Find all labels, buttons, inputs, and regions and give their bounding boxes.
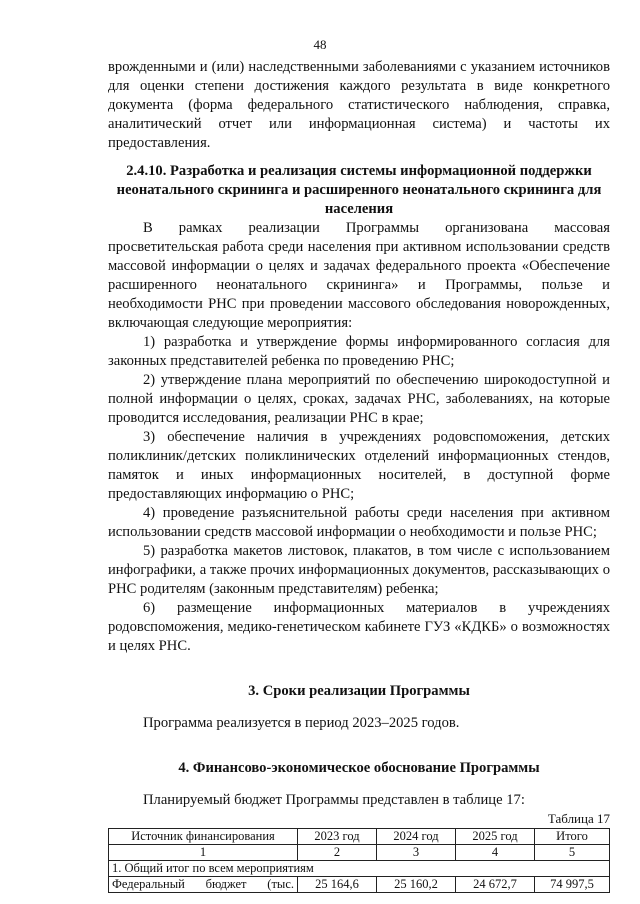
table-header-row (109, 829, 610, 845)
table-caption: Таблица 17 (547, 811, 610, 826)
table-cell: 25 160,2 (377, 877, 456, 893)
table-section-cell: 1. Общий итог по всем мероприятиям (109, 861, 610, 877)
page-content (108, 58, 610, 893)
section-heading-4: 4. Финансово-экономическое обоснование Программы (178, 760, 540, 776)
table-cell: 1 (109, 845, 298, 861)
list-item-6: 6) размещение информационных материалов в учреждениях родовспоможения, медико-генетическом кабинете ГУЗ «КДКБ» о возможностях и целях РНС. (108, 600, 610, 654)
table-header-cell: Итого (535, 829, 610, 845)
table-cell: 24 672,7 (456, 877, 535, 893)
table-number-row (109, 845, 610, 861)
list-item-1: 1) разработка и утверждение формы информированного согласия для законных представителей ребенка по проведению РНС; (108, 334, 610, 369)
list-item-5: 5) разработка макетов листовок, плакатов, в том числе с использованием инфографики, а также прочих информационных документов, рассказывающих о РНС родителям (законным представителям) ребенка; (108, 543, 610, 597)
list-item-3: 3) обеспечение наличия в учреждениях родовспоможения, детских поликлиник/детских поликлинических отделений информационных стендов, памяток и иных информационных носителей, в доступной форме предоставляющих информацию о РНС; (108, 429, 610, 502)
section-heading-3: 3. Сроки реализации Программы (248, 683, 470, 699)
budget-table (108, 828, 610, 893)
table-cell: Федеральный бюджет (тыс. (109, 877, 298, 893)
table-cell: 74 997,5 (535, 877, 610, 893)
page-number: 48 (313, 37, 327, 52)
table-cell: 4 (456, 845, 535, 861)
table-row (109, 877, 610, 893)
section-heading-2-4-10: 2.4.10. Разработка и реализация системы информационной поддержки неонатального скрининга и расширенного неонатального скрининга для населения (116, 163, 602, 217)
table-cell: 25 164,6 (298, 877, 377, 893)
table-cell: 3 (377, 845, 456, 861)
paragraph-budget: Планируемый бюджет Программы представлен в таблице 17: (143, 792, 525, 808)
table-header-cell: 2023 год (298, 829, 377, 845)
table-cell: 5 (535, 845, 610, 861)
list-item-2: 2) утверждение плана мероприятий по обеспечению широкодоступной и полной информации о целях, сроках, задачах РНС, заболеваниях, на которые проводится исследования, реализации РНС в крае; (108, 372, 610, 426)
paragraph-intro: В рамках реализации Программы организована массовая просветительская работа среди населения при активном использовании средств массовой информации о целях и задачах федерального проекта «Обеспечение расширенного неонатального скрининга» и Программы, пользе и необходимости РНС при проведении массового обследования новорожденных, включающая следующие мероприятия: (108, 220, 610, 331)
paragraph-period: Программа реализуется в период 2023–2025 годов. (143, 715, 460, 731)
table-header-cell: Источник финансирования (109, 829, 298, 845)
table-header-cell: 2025 год (456, 829, 535, 845)
list-item-4: 4) проведение разъяснительной работы среди населения при активном использовании средств массовой информации о необходимости и пользе РНС; (108, 505, 610, 540)
table-section-row (109, 861, 610, 877)
paragraph-continued: врожденными и (или) наследственными заболеваниями с указанием источников для оценки степени достижения каждого результата в виде конкретного документа (форма федерального статистического наблюдения, справка, аналитический отчет или информационная система) и частоты их предоставления. (108, 59, 610, 151)
table-cell: 2 (298, 845, 377, 861)
table-header-cell: 2024 год (377, 829, 456, 845)
